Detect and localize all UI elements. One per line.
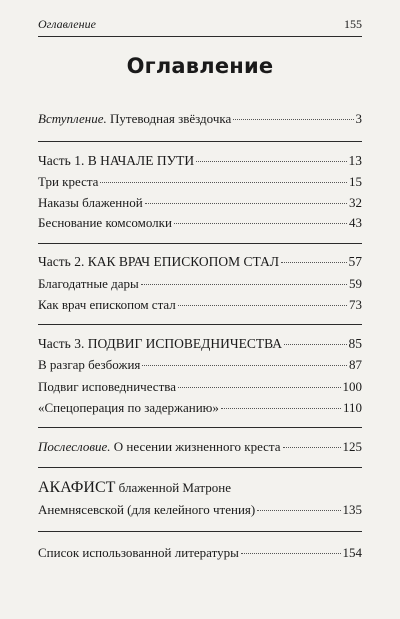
intro-label-italic: Вступление.: [38, 111, 107, 126]
entry-page: 73: [349, 297, 362, 312]
intro-page: 3: [355, 111, 362, 126]
entry-label: Как врач епископом стал: [38, 297, 176, 312]
akathist-label-big: АКАФИСТ: [38, 479, 116, 496]
toc-part-1[interactable]: [38, 153, 362, 169]
entry-page: 110: [342, 400, 362, 415]
afterword-page: 125: [342, 439, 362, 454]
entry-page: 32: [349, 195, 362, 210]
bibliography-page: 154: [342, 545, 362, 560]
toc-entry-bibliography[interactable]: [38, 545, 362, 561]
toc-entry[interactable]: [38, 195, 362, 211]
leader-dots: [281, 262, 347, 263]
toc-entry-akathist-line1[interactable]: [38, 479, 362, 497]
section-divider: [38, 324, 362, 325]
entry-page: 100: [342, 379, 362, 394]
toc-entry[interactable]: [38, 400, 362, 416]
header-rule: [38, 36, 362, 37]
entry-page: 59: [349, 276, 362, 291]
entry-page: 43: [349, 215, 362, 230]
leader-dots: [178, 387, 341, 388]
section-divider: [38, 531, 362, 532]
toc-entry[interactable]: [38, 276, 362, 292]
section-divider: [38, 427, 362, 428]
akathist-label-rest: блаженной Матроне: [115, 480, 231, 495]
akathist-page: 135: [342, 502, 362, 517]
leader-dots: [284, 344, 346, 345]
leader-dots: [283, 447, 341, 448]
leader-dots: [233, 119, 353, 120]
page-number: 155: [344, 17, 362, 31]
toc-entry-intro[interactable]: [38, 111, 362, 127]
part-2-page: 57: [348, 254, 362, 269]
entry-page: 15: [349, 174, 362, 189]
entry-label: Подвиг исповедничества: [38, 379, 176, 394]
leader-dots: [257, 510, 340, 511]
entry-label: Беснование комсомолки: [38, 215, 172, 230]
akathist-label-line2: Анемнясевской (для келейного чтения): [38, 502, 256, 517]
entry-label: Три креста: [38, 174, 99, 189]
toc-entry[interactable]: [38, 174, 362, 190]
section-divider: [38, 243, 362, 244]
entry-label: «Спецоперация по задержанию»: [38, 400, 219, 415]
toc-entry[interactable]: [38, 357, 362, 373]
part-1-label: Часть 1. В НАЧАЛЕ ПУТИ: [38, 153, 195, 168]
section-divider: [38, 467, 362, 468]
toc-entry[interactable]: [38, 379, 362, 395]
leader-dots: [178, 305, 347, 306]
part-3-page: 85: [348, 336, 362, 351]
entry-page: 87: [349, 357, 362, 372]
leader-dots: [100, 182, 347, 183]
toc-part-3[interactable]: [38, 336, 362, 352]
section-divider: [38, 141, 362, 142]
toc-part-2[interactable]: [38, 254, 362, 270]
entry-label: Наказы блаженной: [38, 195, 143, 210]
leader-dots: [196, 161, 346, 162]
part-1-page: 13: [348, 153, 362, 168]
bibliography-label: Список использованной литературы: [38, 545, 239, 560]
toc-entry[interactable]: [38, 215, 362, 231]
page-title: Оглавление: [126, 54, 274, 78]
entry-label: Благодатные дары: [38, 276, 139, 291]
toc-entry-afterword[interactable]: [38, 439, 362, 455]
leader-dots: [142, 365, 347, 366]
toc-entry-akathist-line2[interactable]: [38, 502, 362, 518]
leader-dots: [241, 553, 341, 554]
leader-dots: [145, 203, 347, 204]
part-3-label: Часть 3. ПОДВИГ ИСПОВЕДНИЧЕСТВА: [38, 336, 283, 351]
intro-label: Путеводная звёздочка: [106, 111, 232, 126]
leader-dots: [221, 408, 341, 409]
afterword-label-italic: Послесловие.: [38, 439, 111, 454]
part-2-label: Часть 2. КАК ВРАЧ ЕПИСКОПОМ СТАЛ: [38, 254, 279, 269]
toc-entry[interactable]: [38, 297, 362, 313]
afterword-label: О несении жизненного креста: [110, 439, 281, 454]
entry-label: В разгар безбожия: [38, 357, 141, 372]
leader-dots: [174, 223, 347, 224]
running-head: [38, 17, 362, 32]
running-head-title: Оглавление: [38, 17, 96, 31]
leader-dots: [141, 284, 347, 285]
